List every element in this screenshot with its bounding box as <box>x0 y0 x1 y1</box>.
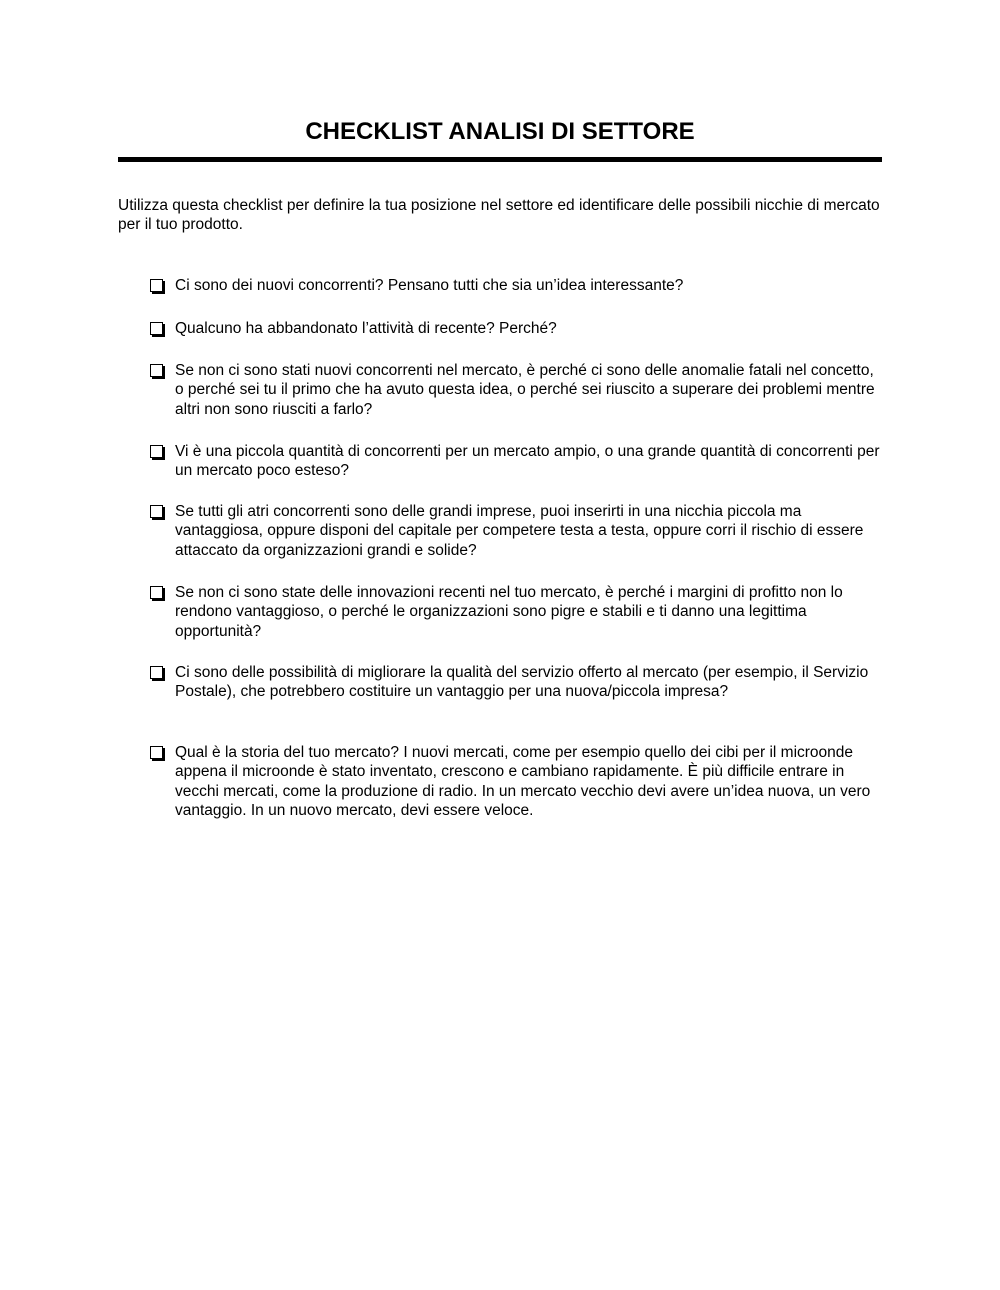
empty-checkbox-icon[interactable] <box>150 586 163 599</box>
checklist-item <box>150 583 890 641</box>
checklist-item-text: Se non ci sono stati nuovi concorrenti nel mercato, è perché ci sono delle anomalie fatali nel concetto, o perché sei tu il primo che ha avuto questa idea, o perché sei riuscito a superare dei problemi mentre altri non sono riusciti a farlo? <box>175 362 875 418</box>
checklist-item-text: Se tutti gli atri concorrenti sono delle grandi imprese, puoi inserirti in una nicchia piccola ma vantaggiosa, oppure disponi del capitale per competere testa a testa, oppure corri il rischio di essere attaccato da organizzazioni grandi e solide? <box>175 503 864 559</box>
empty-checkbox-icon[interactable] <box>150 445 163 458</box>
empty-checkbox-icon[interactable] <box>150 746 163 759</box>
empty-checkbox-icon[interactable] <box>150 279 163 292</box>
empty-checkbox-icon[interactable] <box>150 364 163 377</box>
checklist-item-text: Ci sono delle possibilità di migliorare la qualità del servizio offerto al mercato (per esempio, il Servizio Postale), che potrebbero costituire un vantaggio per una nuova/piccola impresa? <box>175 664 869 701</box>
checklist-item-text: Ci sono dei nuovi concorrenti? Pensano tutti che sia un’idea interessante? <box>175 277 684 294</box>
document-title: CHECKLIST ANALISI DI SETTORE <box>305 118 695 145</box>
checklist-item <box>150 663 890 702</box>
checklist-item <box>150 276 890 295</box>
checklist-item-text: Se non ci sono state delle innovazioni recenti nel tuo mercato, è perché i margini di profitto non lo rendono vantaggioso, o perché le organizzazioni sono pigre e stabili e ti danno una legittima opportunità? <box>175 584 843 640</box>
checklist-item-text: Qual è la storia del tuo mercato? I nuovi mercati, come per esempio quello dei cibi per il microonde appena il microonde è stato inventato, crescono e cambiano rapidamente. È più difficile entrare in vecchi mercati, come la produzione di radio. In un mercato vecchio devi avere un’idea nuova, un vero vantaggio. In un nuovo mercato, devi essere veloce. <box>175 744 871 819</box>
checklist-item <box>150 502 890 560</box>
checklist-item <box>150 743 890 820</box>
empty-checkbox-icon[interactable] <box>150 666 163 679</box>
checklist-item-text: Qualcuno ha abbandonato l’attività di recente? Perché? <box>175 320 557 337</box>
checklist-item <box>150 319 890 338</box>
empty-checkbox-icon[interactable] <box>150 505 163 518</box>
checklist-item <box>150 361 890 419</box>
intro-paragraph: Utilizza questa checklist per definire la tua posizione nel settore ed identificare delle possibili nicchie di mercato per il tuo prodotto. <box>118 197 880 233</box>
title-underline-divider <box>118 157 882 162</box>
checklist-item <box>150 442 890 481</box>
checklist-item-text: Vi è una piccola quantità di concorrenti per un mercato ampio, o una grande quantità di concorrenti per un mercato poco esteso? <box>175 443 880 480</box>
empty-checkbox-icon[interactable] <box>150 322 163 335</box>
